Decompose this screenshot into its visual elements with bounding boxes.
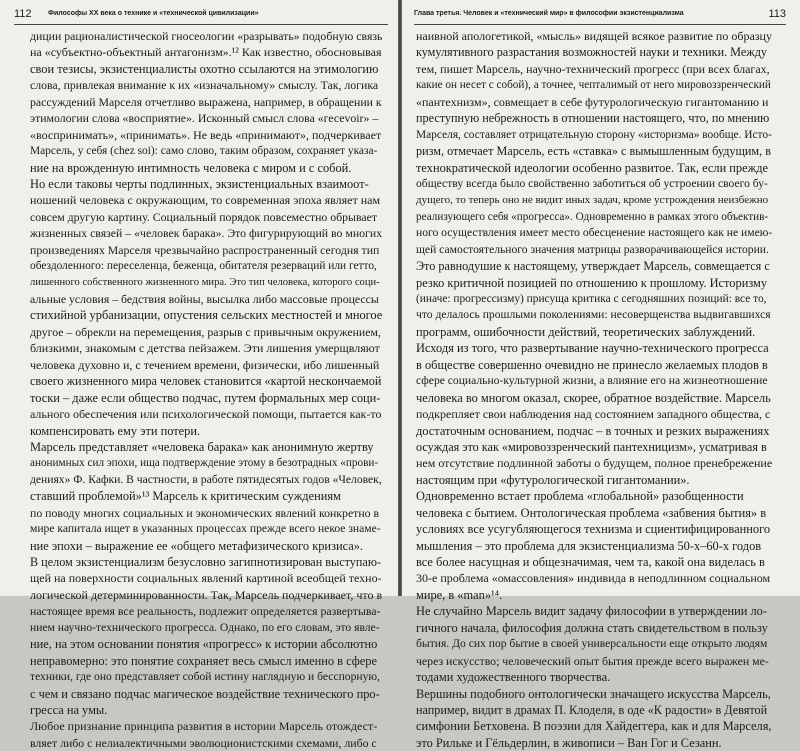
text-line: все более насущная и общезначимая, чем та, какой она виделась в — [416, 555, 765, 569]
text-line: тем, пишет Марсель, научно-технический прогресс (при всех благах, — [416, 61, 770, 76]
text-line: гичного начала, философия должна стать свидетельством в пользу — [416, 620, 768, 635]
text-line: произведениях Марселя чрезвычайно распространенный сегодня тип — [30, 242, 380, 257]
text-line: дущего, то теперь оно не видит иных задач, кроме устрождения неизбежно — [416, 194, 769, 207]
text-line: стихийной урбанизации, опустения сельских местностей и многое — [30, 308, 383, 323]
right-running-head: Глава третья. Человек и «технический мир» в философии экзистенциализма — [414, 10, 684, 17]
text-line: достаточным основанием, подчас – в точных и резких выражениях — [416, 423, 770, 438]
text-line: обществу всегда было свойственно заботиться об устроении своего бу- — [416, 176, 768, 190]
right-page-header — [414, 4, 786, 25]
text-line: Любое признание принципа развития в истории Марсель отождест- — [30, 719, 378, 734]
text-line: Это равнодушие к настоящему, утверждает Марсель, совмещается с — [416, 259, 770, 274]
text-line: неправомерно: это понятие сохраняет весь смысл именно в сфере — [30, 653, 377, 668]
text-line: тоски – даже если общество подчас, путем формальных мер соци- — [30, 390, 381, 405]
text-line: например, видит в драмах П. Клоделя, в оде «К радости» в Девятой — [416, 702, 768, 717]
left-page-text — [30, 28, 382, 751]
right-page — [402, 0, 800, 750]
text-line: этимологии слова «восприятие». Исконный смысл слова «гесеvоir» – — [30, 111, 379, 126]
text-line: по поводу многих социальных и экономических явлений конкретно в — [30, 505, 380, 520]
text-line: через искусство; человеческий опыт бытия прежде всего выражен ме- — [416, 653, 769, 668]
text-line: Марсель, у себя (chez soi): само слово, таким образом, сохраняет указа- — [30, 145, 378, 158]
text-line: что делалось прошлыми поколениями: несоверщенства выдвигавшихся — [416, 308, 771, 322]
text-line: анонимных сил эпохи, ища подтверждение этому в безотрадных «прови- — [30, 457, 379, 470]
text-line: ние, на этом основании понятия «прогресс» к истории абсолютно — [30, 637, 378, 652]
text-line: обездоленного: переселенца, беженца, обитателя резерваций или гетто, — [30, 260, 377, 273]
left-page — [0, 0, 398, 750]
text-line: 30-е проблема «омассовления» индивида в неподлинном социальном — [416, 571, 771, 586]
text-line: щей на поверхности социальных явлений картиной всеобщей техно- — [30, 571, 382, 586]
text-line: щей самостоятельного значения матрицы разворачивающейся истории. — [416, 242, 769, 256]
text-line: Марсель представляет «человека барака» как анонимную жертву — [30, 439, 374, 454]
text-line: дениях» Ф. Кафки. В частности, в работе пятидесятых годов «Человек, — [30, 472, 382, 486]
left-running-head: Философы XX века о технике и «технической цивилизации» — [48, 10, 259, 17]
text-line: логической детерминированности. Так, Марсель подчеркивает, что в — [30, 587, 383, 602]
left-page-number: 112 — [14, 8, 32, 20]
text-line: Не случайно Марсель видит задачу философии в утверждении ло- — [416, 604, 767, 619]
text-line: программ, ошибочности действий, теоретических заблуждений. — [416, 324, 756, 339]
text-line: настоящим при «футурологической гигантомании». — [416, 472, 690, 487]
text-line: настоящее время все реальность, подлежит определяется развертыва- — [30, 604, 381, 619]
text-line: техники, где оно представляет собой истину наглядную и бесспорную, — [30, 670, 380, 684]
text-line: человека духовно и, с течением времени, физически, ибо лишенный — [30, 357, 380, 372]
text-line: рассуждений Марселя отчетливо выражена, например, в обращении к — [30, 94, 382, 109]
text-line: ного осуществления имеет место обесценение настоящего как не имею- — [416, 226, 773, 240]
text-line: это Рильке и Гёльдерлин, в живописи – Ван Гог и Сезанн. — [416, 735, 722, 750]
text-line: ального обеспечения или психологической помощи, пытается как-то — [30, 407, 382, 422]
text-line: технократической идеологии особенно развитое. Так, если прежде — [416, 160, 768, 175]
text-line: реализующего себя «прогресса». Одновременно в рамках этого объектив- — [416, 210, 769, 223]
text-line: какие он несет с собой), а точнее, чепталимый от него мировоззренческий — [416, 79, 771, 92]
text-line: наивной апологетикой, «мысль» видящей всякое развитие по образцу — [416, 29, 772, 43]
text-line: мире капитала ищет в указанных процессах прежде всего некое знаме- — [30, 522, 381, 536]
text-line: (иначе: прогрессизму) присуща критика с сегодняшних позиций: все то, — [416, 293, 767, 305]
text-line: осуждая это как «мировоззренческий пантехницизм», усматривая в — [416, 439, 767, 454]
text-line: нием научно-технического прогресса. Однако, по его словам, это явле- — [30, 620, 380, 634]
text-line: «пантехнизм», совмещает в себе футурологическую гигантоманию и — [416, 94, 769, 109]
text-line: Исходя из того, что развертывание научно-технического прогресса — [416, 341, 769, 356]
text-line: Марселя, составляет отрицательную сторону «историзма» вообще. Исто- — [416, 128, 772, 141]
text-line: мире, в «man»¹⁴. — [416, 587, 503, 602]
text-line: подкрепляет свои наблюдения над состоянием западного общества, с — [416, 407, 771, 422]
right-page-text — [416, 28, 772, 751]
text-line: другое – обрекли на перемещения, разрыв с привычным окружением, — [30, 324, 381, 339]
text-line: кумулятивного разрастания возможностей науки и техники. Между — [416, 45, 767, 60]
text-line: в обществе совершенно очевидно не принесло желаемых плодов в — [416, 357, 768, 372]
text-line: симфонии Бетховена. В поэзии для Хайдеггера, как и для Марселя, — [416, 719, 772, 734]
text-line: ставший проблемой»¹³ Марсель к критическим суждениям — [30, 489, 341, 504]
text-line: Одновременно встает проблема «глобальной» разобщенности — [416, 489, 744, 504]
text-line: мышления – это проблема для экзистенциализма 50-х–60-х годов — [416, 538, 762, 553]
text-line: «воспринимать», «принимать». Не ведь «принимают», подчеркивает — [30, 127, 382, 142]
text-line: ние эпохи – выражение ее «общего метафизического кризиса». — [30, 538, 364, 553]
text-line: вляет либо с нелиалектичными эволюционистскими схемами, либо с — [30, 735, 377, 750]
text-line: резко критичной позицией по отношению к прошлому. Историзму — [416, 275, 768, 290]
text-line: условиях все усугубляющегося технизма и сциентифицированного — [416, 522, 771, 537]
text-line: сфере социально-культурной жизни, а влияние его на жизнеотношение — [416, 374, 768, 388]
text-line: на «субъектно-объектный антагонизм».¹² Как известно, обосновывая — [30, 45, 382, 60]
text-line: бытия. До сих пор бытие в своей универсальности еще открыто людям — [416, 637, 768, 651]
text-line: диции рационалистической гносеологии «разрывать» подобную связь — [30, 29, 383, 43]
text-line: Вершины подобного онтологически значащего искусства Марсель, — [416, 686, 771, 701]
text-line: свои тезисы, экзистенциалисты охотно ссылаются на этимологию — [30, 61, 379, 76]
text-line: гресса на умы. — [30, 702, 108, 717]
text-line: ние на врожденную интимность человека с миром и с собой. — [30, 160, 352, 175]
text-line: тодами художественного творчества. — [416, 670, 611, 685]
text-line: нем отсутствие подлинной заботы о будущем, полное пренебрежение — [416, 456, 773, 471]
text-line: совсем другую картину. Социальный порядок повсеместно обрывает — [30, 209, 377, 224]
text-line: В целом экзистенциализм безусловно загипнотизирован выступаю- — [30, 555, 381, 569]
text-line: ношений человека с окружающим, то современная эпоха являет нам — [30, 193, 381, 208]
text-line: преступную небрежность в отношении настоящего, что, по мнению — [416, 111, 770, 126]
text-line: близкими, знакомым с детства пейзажем. Эти лишения умерщвляют — [30, 341, 380, 356]
left-page-header — [14, 4, 388, 25]
text-line: слова, привлекая внимание к их «изначальному» смыслу. Так, логика — [30, 78, 379, 93]
text-line: жизненных связей – «человек барака». Это фигурирующий во многих — [30, 226, 383, 241]
text-line: человека с бытием. Онтологическая проблема «забвения бытия» в — [416, 505, 767, 520]
right-page-number: 113 — [768, 8, 786, 20]
text-line: с чем и связано подчас магическое воздействие технического про- — [30, 686, 380, 701]
text-line: Но если таковы черты подлинных, экзистенциальных взаимоот- — [30, 176, 369, 191]
text-line: альные условия – бедствия войны, высылка либо массовые процессы — [30, 292, 379, 306]
text-line: своего жизненного мира человек становится «картой нескончаемой — [30, 374, 382, 389]
text-line: лишенного собственного жизненного мира. Это тип человека, которого соци- — [30, 276, 380, 288]
text-line: компенсировать ему эти потери. — [30, 423, 201, 438]
text-line: человека во многом оказал, скорее, обратное воздействие. Марсель — [416, 390, 771, 405]
text-line: ризм, отмечает Марсель, есть «ставка» с вымышленным будущим, в — [416, 144, 771, 159]
